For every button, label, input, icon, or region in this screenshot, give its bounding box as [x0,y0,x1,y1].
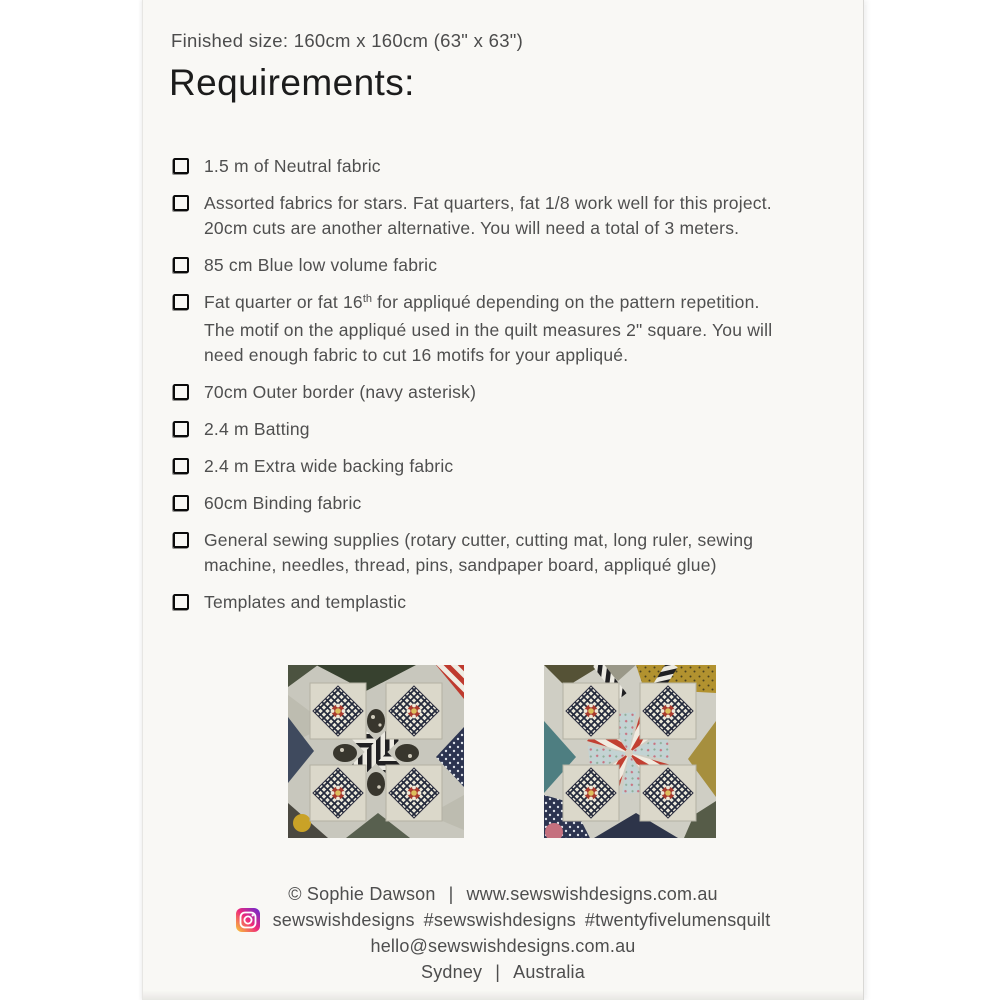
quilt-block-left-graphic [288,665,464,838]
checkbox-icon [173,495,189,511]
hashtag: #sewswishdesigns [423,910,576,930]
checklist-line: 20cm cuts are another alternative. You will need a total of 3 meters. [204,218,740,238]
instagram-handle: sewswishdesigns [272,910,415,930]
checklist-item [173,154,823,179]
checklist-line: General sewing supplies (rotary cutter, cutting mat, long ruler, sewing [204,530,754,550]
checklist-item [173,528,823,578]
checklist-line: 1.5 m of Neutral fabric [204,156,381,176]
checklist-item-text [204,154,381,179]
requirements-checklist [173,154,823,627]
checklist-item [173,491,823,516]
checklist-item-text [204,380,476,405]
checklist-line: 2.4 m Batting [204,419,310,439]
checklist-line: Templates and templastic [204,592,407,612]
copyright-text: © Sophie Dawson [288,884,436,904]
footer-location [143,959,863,985]
website-text: www.sewswishdesigns.com.au [466,884,718,904]
checkbox-icon [173,294,189,310]
checkbox-icon [173,257,189,273]
quilt-block-photo-right [544,665,716,838]
page-title: Requirements: [169,62,415,103]
checklist-item-text [204,417,310,442]
checklist-item [173,417,823,442]
checkbox-icon [173,195,189,211]
checklist-line: Assorted fabrics for stars. Fat quarters, fat 1/8 work well for this project. [204,193,772,213]
finished-size-text: Finished size: 160cm x 160cm (63" x 63") [171,30,524,51]
checklist-item [173,590,823,615]
footer [143,881,863,985]
checklist-item [173,454,823,479]
checklist-item-text [204,253,437,278]
checklist-line: 2.4 m Extra wide backing fabric [204,456,454,476]
footer-line-2 [143,907,863,933]
country-text: Australia [513,962,585,982]
superscript-text: th [362,293,373,305]
checklist-item [173,380,823,405]
scanned-page [142,0,864,1000]
instagram-icon [236,908,260,932]
checkbox-icon [173,421,189,437]
separator: | [448,884,454,904]
line-text: Fat quarter or fat 16 [204,292,363,312]
checklist-line: The motif on the appliqué used in the quilt measures 2" square. You will [204,320,773,340]
checklist-item-text [204,454,453,479]
checklist-item-text [204,528,753,578]
hashtag: #twentyfivelumensquilt [584,910,771,930]
checklist-line [204,290,772,318]
checklist-item [173,253,823,278]
city-text: Sydney [421,962,483,982]
checkbox-icon [173,384,189,400]
checkbox-icon [173,594,189,610]
footer-line-1 [143,881,863,907]
checklist-item-text [204,290,772,368]
checklist-line: 60cm Binding fabric [204,493,362,513]
separator: | [495,962,501,982]
checklist-item [173,191,823,241]
checkbox-icon [173,158,189,174]
quilt-block-photo-left [288,665,464,838]
checklist-line: machine, needles, thread, pins, sandpaper board, appliqué glue) [204,555,717,575]
checkbox-icon [173,532,189,548]
checkbox-icon [173,458,189,474]
checklist-item [173,290,823,368]
checklist-line: need enough fabric to cut 16 motifs for your appliqué. [204,345,629,365]
quilt-block-right-graphic [544,665,716,838]
checklist-item-text [204,191,772,241]
line-text: for appliqué depending on the pattern repetition. [372,292,760,312]
checklist-line: 85 cm Blue low volume fabric [204,255,438,275]
checklist-item-text [204,491,362,516]
footer-email: hello@sewswishdesigns.com.au [370,936,636,956]
checklist-line: 70cm Outer border (navy asterisk) [204,382,477,402]
checklist-item-text [204,590,406,615]
